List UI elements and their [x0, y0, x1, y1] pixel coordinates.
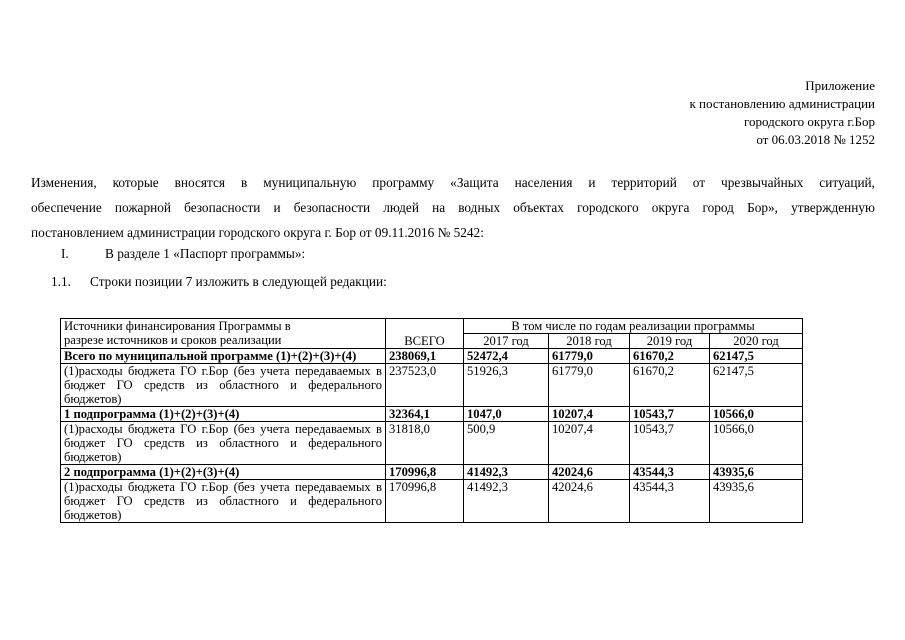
cell-total: 31818,0 [386, 422, 464, 465]
table-row [61, 480, 803, 523]
header-by-years: В том числе по годам реализации программы [464, 319, 803, 334]
row-label: Всего по муниципальной программе (1)+(2)+(3)+(4) [61, 349, 386, 364]
cell-2019: 10543,7 [630, 422, 710, 465]
row-label: (1)расходы бюджета ГО г.Бор (без учета передаваемых в бюджет ГО средств из областного и федерального бюджетов) [61, 480, 386, 523]
cell-total: 32364,1 [386, 407, 464, 422]
list-item-number: I. [61, 246, 69, 261]
cell-2019: 43544,3 [630, 480, 710, 523]
cell-2019: 10543,7 [630, 407, 710, 422]
row-label: 1 подпрограмма (1)+(2)+(3)+(4) [61, 407, 386, 422]
appendix-line: городского округа г.Бор [743, 114, 875, 129]
cell-2018: 42024,6 [549, 480, 630, 523]
header-total: ВСЕГО [386, 319, 464, 349]
list-item-text: В разделе 1 «Паспорт программы»: [105, 246, 306, 261]
appendix-line: к постановлению администрации [689, 96, 875, 111]
intro-line: постановлением администрации городского округа г. Бор от 09.11.2016 № 5242: [31, 225, 484, 240]
list-item [61, 246, 305, 262]
cell-2018: 61779,0 [549, 364, 630, 407]
cell-2020: 10566,0 [710, 407, 803, 422]
table-row [61, 407, 803, 422]
cell-total: 237523,0 [386, 364, 464, 407]
cell-total: 238069,1 [386, 349, 464, 364]
cell-2017: 52472,4 [464, 349, 549, 364]
cell-2020: 43935,6 [710, 465, 803, 480]
table-row [61, 422, 803, 465]
header-source: Источники финансирования Программы в разрезе источников и сроков реализации [61, 319, 386, 349]
cell-2020: 43935,6 [710, 480, 803, 523]
cell-2019: 61670,2 [630, 349, 710, 364]
row-label: (1)расходы бюджета ГО г.Бор (без учета передаваемых в бюджет ГО средств из областного и федерального бюджетов) [61, 422, 386, 465]
cell-total: 170996,8 [386, 480, 464, 523]
list-item [51, 274, 387, 290]
header-year: 2017 год [464, 334, 549, 349]
header-year: 2018 год [549, 334, 630, 349]
cell-2019: 43544,3 [630, 465, 710, 480]
cell-2018: 10207,4 [549, 422, 630, 465]
list-item-number: 1.1. [51, 274, 71, 289]
financing-table [60, 318, 803, 523]
cell-2017: 500,9 [464, 422, 549, 465]
cell-2020: 62147,5 [710, 364, 803, 407]
header-year: 2019 год [630, 334, 710, 349]
appendix-block [689, 77, 875, 149]
intro-line: обеспечение пожарной безопасности и безопасности людей на водных объектах городского округа город Бор», утвержденную [31, 200, 875, 215]
row-label: (1)расходы бюджета ГО г.Бор (без учета передаваемых в бюджет ГО средств из областного и федерального бюджетов) [61, 364, 386, 407]
cell-2017: 1047,0 [464, 407, 549, 422]
table-row [61, 349, 803, 364]
appendix-line: Приложение [805, 78, 875, 93]
cell-2017: 51926,3 [464, 364, 549, 407]
cell-2020: 10566,0 [710, 422, 803, 465]
table-header-row [61, 319, 803, 334]
cell-2019: 61670,2 [630, 364, 710, 407]
cell-2018: 42024,6 [549, 465, 630, 480]
cell-2018: 61779,0 [549, 349, 630, 364]
appendix-line: от 06.03.2018 № 1252 [756, 132, 875, 147]
cell-2017: 41492,3 [464, 465, 549, 480]
cell-total: 170996,8 [386, 465, 464, 480]
header-year: 2020 год [710, 334, 803, 349]
cell-2018: 10207,4 [549, 407, 630, 422]
row-label: 2 подпрограмма (1)+(2)+(3)+(4) [61, 465, 386, 480]
intro-line: Изменения, которые вносятся в муниципальную программу «Защита населения и территорий от чрезвычайных ситуаций, [31, 175, 875, 190]
intro-paragraph [31, 170, 875, 245]
list-item-text: Строки позиции 7 изложить в следующей редакции: [90, 274, 387, 289]
table-row [61, 465, 803, 480]
table-row [61, 364, 803, 407]
cell-2017: 41492,3 [464, 480, 549, 523]
cell-2020: 62147,5 [710, 349, 803, 364]
